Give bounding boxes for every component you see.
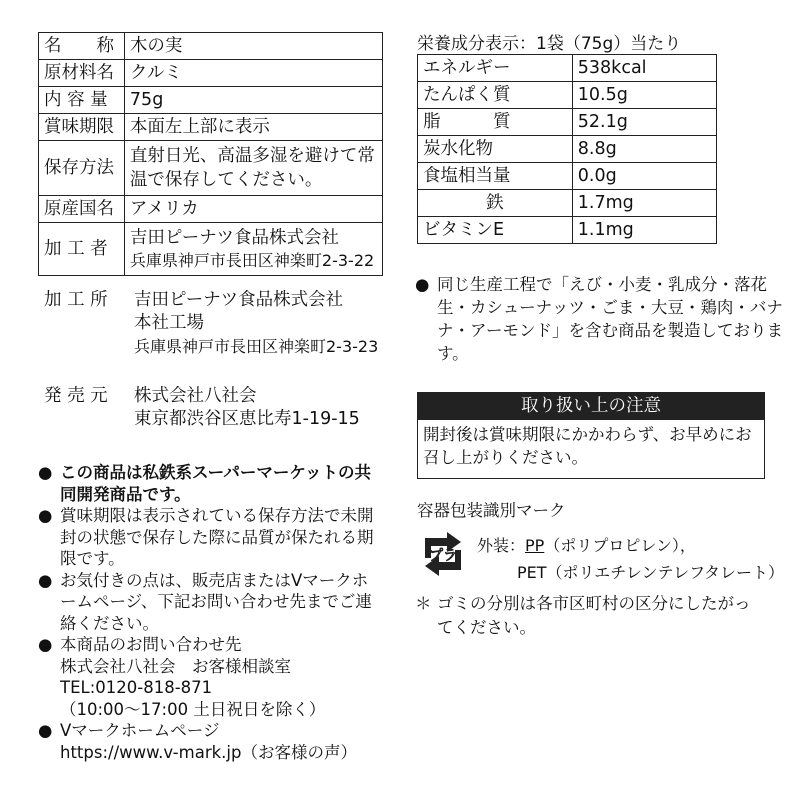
disposal-text: ゴミの分別は各市区町村の区分にしたがってください。 [437,594,751,637]
nutrient-value: 8.8g [572,136,716,163]
website-url[interactable]: https://www.v-mark.jp（お客様の声） [60,742,357,762]
spec-value: クルミ [124,60,382,87]
nutrient-name [418,136,573,163]
spec-row [39,114,383,141]
bullet: ● [38,721,53,740]
bullet: ● [415,275,430,294]
nutrient-value: 1.1mg [572,217,716,244]
nutrient-name [418,109,573,136]
spec-value: 75g [124,87,382,114]
allergen-text: 同じ生産工程で「えび・小麦・乳成分・落花生・カシューナッツ・ごま・大豆・鶏肉・バナナ・アーモンド」を含む商品を製造しております。 [437,275,784,363]
note-text: お気付きの点は、販売店またはVマークホームページ、下記お問い合わせ先までご連絡ください。 [60,570,372,633]
spec-row [39,223,383,276]
note-text: この商品は私鉄系スーパーマーケットの共同開発商品です。 [60,463,372,504]
asterisk-mark: ＊ [415,594,432,613]
material-pp: PP [525,536,545,555]
allergen-note [415,273,787,365]
contact-phone: TEL:0120-818-871 [60,678,213,697]
nutrient-name [418,190,573,217]
outer-prefix: 外装： [477,536,526,555]
spec-key: 保存方法 [39,141,125,196]
plant-line: 本社工場 [134,313,204,333]
seller-line: 株式会社八社会 [134,386,257,406]
bullet: ● [38,570,53,590]
spec-value: 木の実 [124,33,382,60]
processing-plant [44,289,384,359]
nutrient-label: エネルギー [423,58,511,78]
spec-row [39,87,383,114]
spec-key: 加 工 者 [39,223,125,276]
note-text: 賞味期限は表示されている保存方法で未開封の状態で保存した際に品質が保たれる期限です。 [60,506,374,568]
nutrient-label: 炭水化物 [423,139,493,159]
plastic-recycle-icon [417,528,469,580]
nutrient-label: ビタミンE [423,220,505,240]
nutrient-name [418,217,573,244]
nutrient-name [418,82,573,109]
processor-name: 吉田ピーナツ食品株式会社 [129,228,340,248]
nutrient-value: 10.5g [572,82,716,109]
seller-key: 発 売 元 [44,386,108,406]
bullet: ● [38,635,53,654]
material-pp-name: （ポリプロピレン）， [544,536,696,555]
nutrient-label: 脂 質 [423,112,511,132]
recycle-mark-title: 容器包装識別マーク [417,501,566,520]
spec-value: アメリカ [124,196,382,223]
plant-key: 加 工 所 [44,290,108,310]
seller [44,385,384,433]
spec-key: 原材料名 [39,60,125,87]
nutrient-label: 食塩相当量 [423,166,511,186]
plant-line: 吉田ピーナツ食品株式会社 [134,290,344,310]
contact-line: 株式会社八社会 お客様相談室 [60,656,291,676]
product-spec-table [38,32,383,276]
nutrient-value: 0.0g [572,163,716,190]
spec-key: 名 称 [39,33,125,60]
note-item [38,462,383,505]
note-item [38,570,383,635]
nutrient-label: たんぱく質 [423,85,511,105]
seller-line: 東京都渋谷区恵比寿1-19-15 [134,409,360,429]
nutrient-label: 鉄 [486,193,504,213]
note-text: 本商品のお問い合わせ先 [60,635,242,654]
caution-title: 取り扱い上の注意 [417,392,765,420]
nutrition-row [418,217,717,244]
processor-address: 兵庫県神戸市長田区神楽町2-3-22 [129,251,375,270]
material-pet: PET（ポリエチレンテレフタレート） [517,563,785,582]
spec-row [39,196,383,223]
caution-text: 開封後は賞味期限にかかわらず、お早めにお召し上がりください。 [417,420,765,479]
plant-line: 兵庫県神戸市長田区神楽町2-3-23 [134,337,379,356]
note-item [38,634,383,720]
bullet: ● [38,506,53,525]
nutrition-row [418,82,717,109]
nutrition-title: 栄養成分表示：1袋（75g）当たり [417,34,682,54]
spec-row [39,141,383,196]
note-text: Vマークホームページ [60,721,220,740]
nutrient-name [418,163,573,190]
seller-lines [134,385,394,431]
nutrition-table [417,54,717,244]
nutrition-row [418,55,717,82]
nutrition-row [418,163,717,190]
nutrient-value: 1.7mg [572,190,716,217]
spec-value: 直射日光、高温多湿を避けて常温で保存してください。 [124,141,382,196]
note-item [38,505,383,570]
spec-row [39,33,383,60]
nutrition-row [418,109,717,136]
disposal-note [415,592,765,640]
outer-packaging [477,533,696,556]
recycle-icon-label: プラ [429,548,457,564]
spec-key: 賞味期限 [39,114,125,141]
nutrient-value: 52.1g [572,109,716,136]
spec-key: 内 容 量 [39,87,125,114]
bullet: ● [38,463,53,482]
nutrient-value: 538kcal [572,55,716,82]
notes-list [38,462,383,763]
spec-row [39,60,383,87]
nutrient-name [418,55,573,82]
spec-key: 原産国名 [39,196,125,223]
note-item [38,720,383,763]
nutrition-row [418,190,717,217]
spec-value [124,223,382,276]
nutrition-row [418,136,717,163]
spec-value: 本面左上部に表示 [124,114,382,141]
contact-hours: （10:00〜17:00 土日祝日を除く） [60,699,326,719]
plant-lines [134,289,394,358]
